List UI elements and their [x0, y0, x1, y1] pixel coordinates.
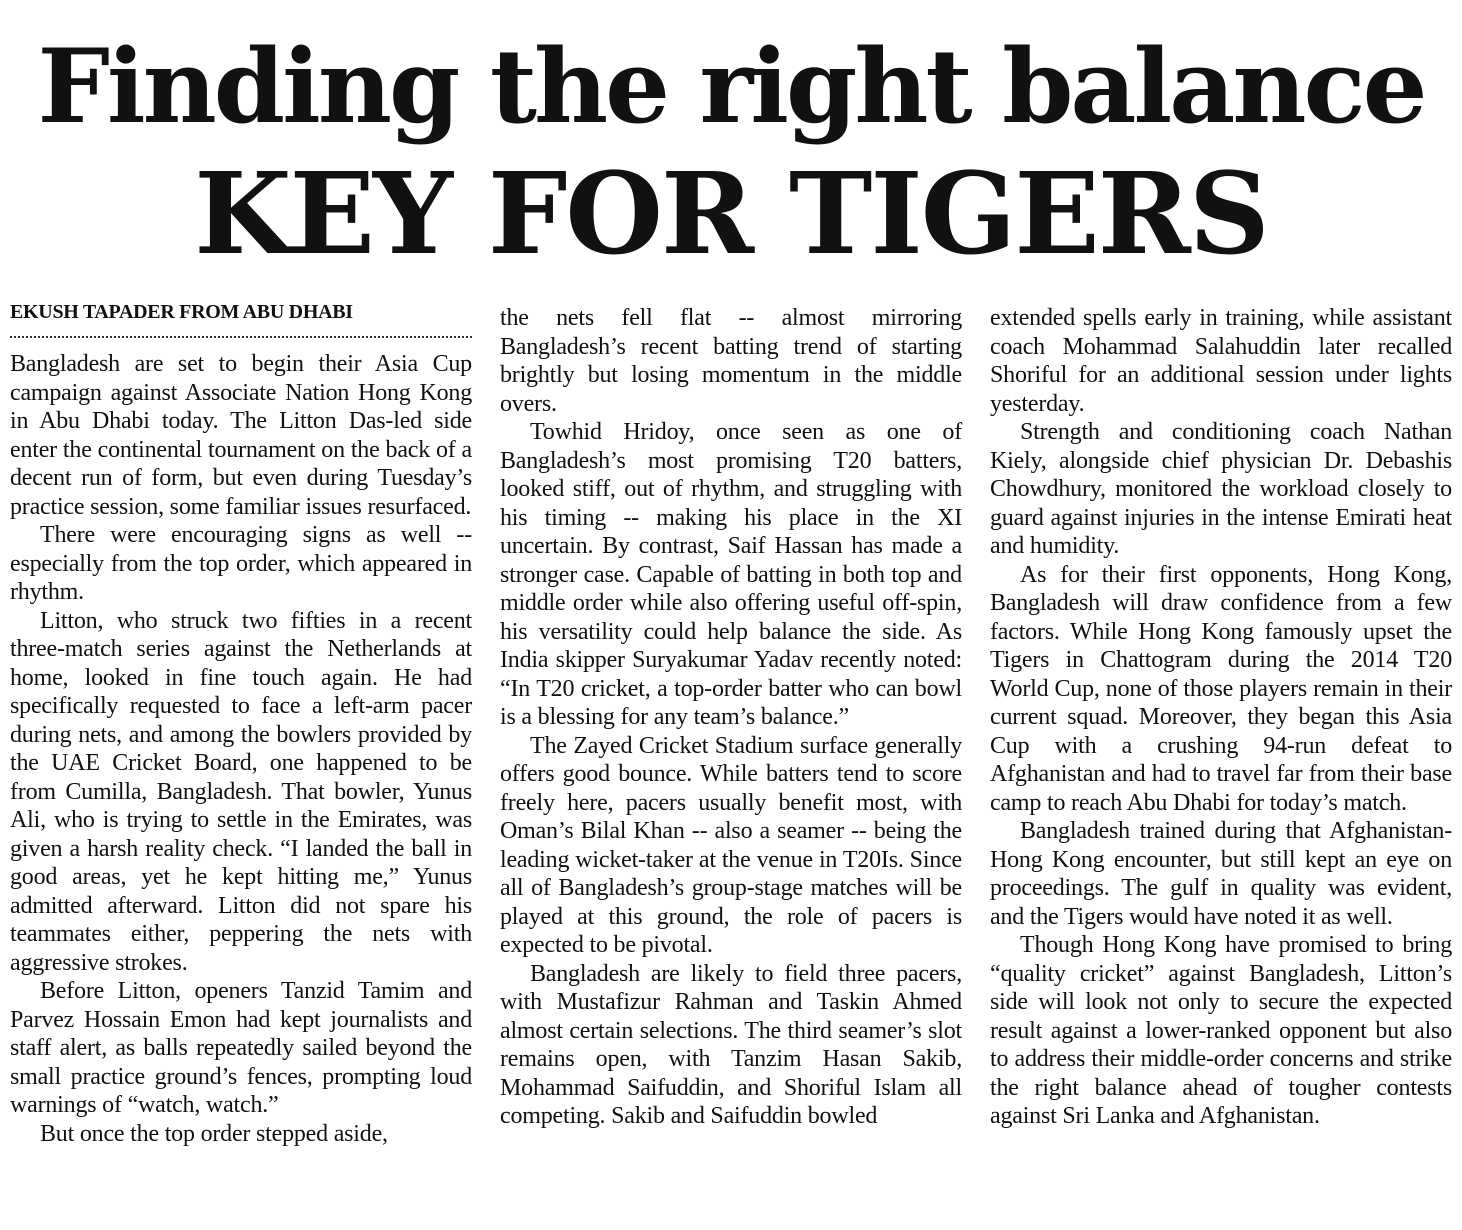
article-paragraph: Bangladesh trained during that Afghanistan-Hong Kong encounter, but still kept an eye on proceedings. The gulf in quality was evident, and the Tigers would have noted it as well. — [990, 818, 1452, 930]
article-paragraph: extended spells early in training, while assistant coach Mohammad Salahuddin later recalled Shoriful for an additional session under lights yesterday. — [990, 305, 1452, 417]
article-paragraph: There were encouraging signs as well -- especially from the top order, which appeared in rhythm. — [10, 522, 472, 605]
headline-line-2: KEY FOR TIGERS — [194, 149, 1268, 280]
article-paragraph: Bangladesh are likely to field three pacers, with Mustafizur Rahman and Taskin Ahmed almost certain selections. The third seamer’s slot remains open, with Tanzim Hasan Sakib, Mohammad Saifuddin, and Shoriful Islam all competing. Sakib and Saifuddin bowled — [500, 960, 962, 1129]
article-paragraph: Bangladesh are set to begin their Asia Cup campaign against Associate Nation Hong Kong in Abu Dhabi today. The Litton Das-led side enter the continental tournament on the back of a decent run of form, but even during Tuesday’s practice session, some familiar issues resurfaced. — [10, 351, 472, 520]
article-paragraph: As for their first opponents, Hong Kong, Bangladesh will draw confidence from a few factors. While Hong Kong famously upset the Tigers in Chattogram during the 2014 T20 World Cup, none of those players remain in their current squad. Moreover, they began this Asia Cup with a crushing 94-run defeat to Afghanistan and had to travel far from their base camp to reach Abu Dhabi for today’s match. — [990, 561, 1452, 816]
article-paragraph: Though Hong Kong have promised to bring “quality cricket” against Bangladesh, Litton’s side will look not only to secure the expected result against a lower-ranked opponent but also to address their middle-order concerns and strike the right balance ahead of tougher contests against Sri Lanka and Afghanistan. — [990, 932, 1452, 1129]
article-column-2 — [500, 304, 962, 1131]
headline-line-1: Finding the right balance — [37, 27, 1425, 147]
article-paragraph: Strength and conditioning coach Nathan Kiely, alongside chief physician Dr. Debashis Chowdhury, monitored the workload closely to guard against injuries in the intense Emirati heat and humidity. — [990, 419, 1452, 559]
article-column-3 — [990, 304, 1452, 1131]
article-paragraph: The Zayed Cricket Stadium surface generally offers good bounce. While batters tend to score freely here, pacers usually benefit most, with Oman’s Bilal Khan -- also a seamer -- being the leading wicket-taker at the venue in T20Is. Since all of Bangladesh’s group-stage matches will be played at this ground, the role of pacers is expected to be pivotal. — [500, 732, 962, 958]
byline-divider — [10, 336, 472, 338]
article-paragraph: the nets fell flat -- almost mirroring Bangladesh’s recent batting trend of starting brightly but losing momentum in the middle overs. — [500, 305, 962, 417]
byline: EKUSH TAPADER FROM ABU DHABI — [10, 301, 353, 323]
article-column-1 — [10, 350, 472, 1148]
article-paragraph: But once the top order stepped aside, — [40, 1120, 388, 1147]
article-paragraph: Litton, who struck two fifties in a recent three-match series against the Netherlands at home, looked in fine touch again. He had specifically requested to face a left-arm pacer during nets, and among the bowlers provided by the UAE Cricket Board, one happened to be from Cumilla, Bangladesh. That bowler, Yunus Ali, who is trying to settle in the Emirates, was given a harsh reality check. “I landed the ball in good areas, yet he kept hitting me,” Yunus admitted afterward. Litton did not spare his teammates either, peppering the nets with aggressive strokes. — [10, 607, 472, 976]
article-paragraph: Towhid Hridoy, once seen as one of Bangladesh’s most promising T20 batters, looked stiff, out of rhythm, and struggling with his timing -- making his place in the XI uncertain. By contrast, Saif Hassan has made a stronger case. Capable of batting in both top and middle order while also offering useful off-spin, his versatility could help balance the side. As India skipper Suryakumar Yadav recently noted: “In T20 cricket, a top-order batter who can bowl is a blessing for any team’s balance.” — [500, 419, 962, 730]
article-paragraph: Before Litton, openers Tanzid Tamim and Parvez Hossain Emon had kept journalists and staff alert, as balls repeatedly sailed beyond the small practice ground’s fences, prompting loud warnings of “watch, watch.” — [10, 978, 472, 1118]
